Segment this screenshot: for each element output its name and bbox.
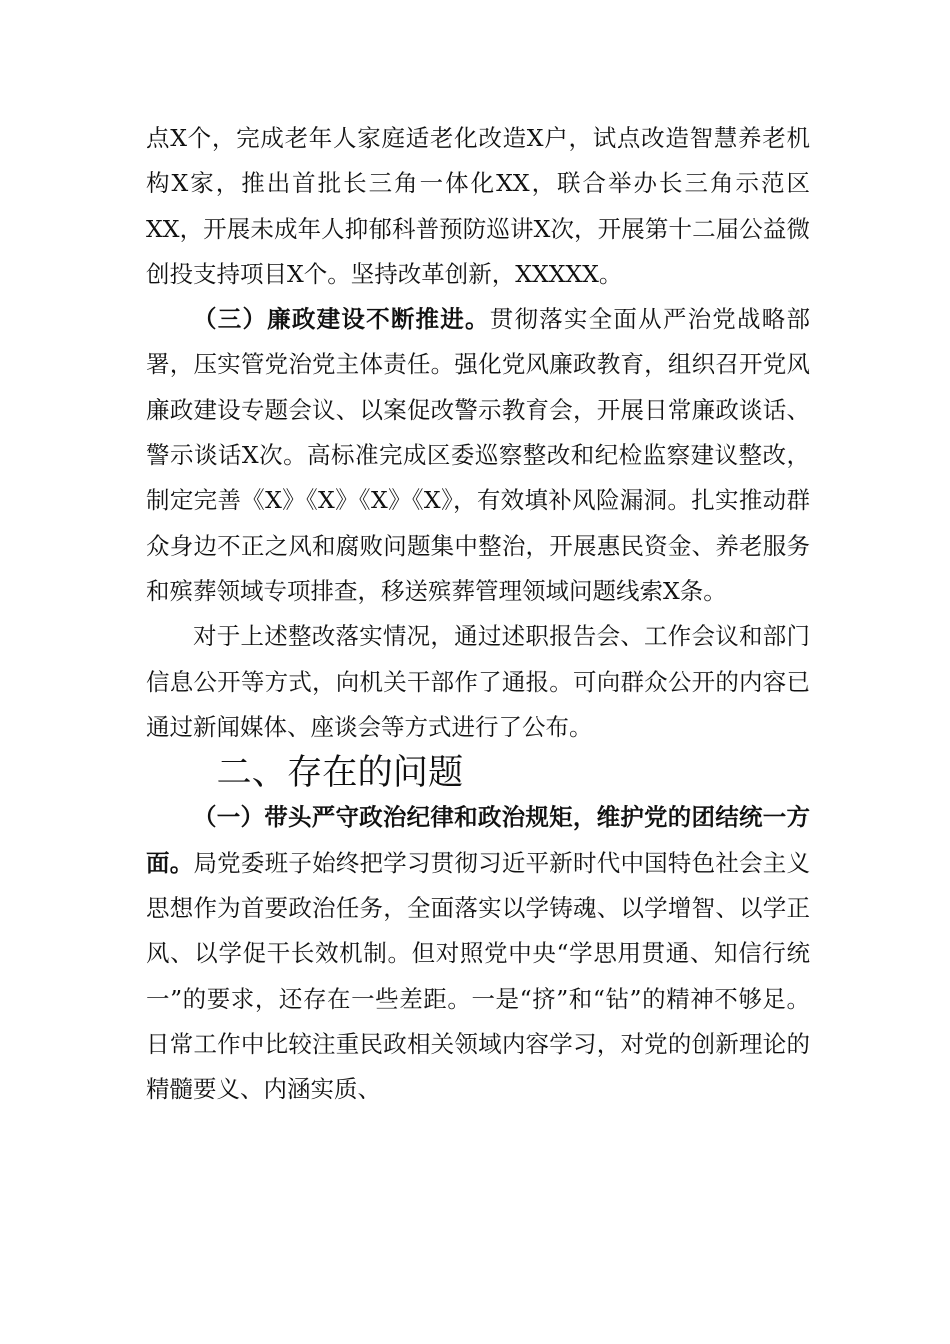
section-heading-problems: 二、存在的问题 bbox=[216, 752, 464, 794]
document-page bbox=[146, 116, 810, 1113]
paragraph-rectification-report: 对于上述整改落实情况，通过述职报告会、工作会议和部门信息公开等方式，向机关干部作了通报。可向群众公开的内容已通过新闻媒体、座谈会等方式进行了公布。 bbox=[146, 622, 810, 741]
paragraph-continuation: 点X个，完成老年人家庭适老化改造X户，试点改造智慧养老机构X家，推出首批长三角一体化XX，联合举办长三角示范区XX，开展未成年人抑郁科普预防巡讲X次，开展第十二届公益微创投支持项目X个。坚持改革创新，XXXXX。 bbox=[146, 124, 810, 288]
paragraph-lead-heading: （三）廉政建设不断推进。 bbox=[193, 305, 490, 334]
paragraph-lead-heading: （一）带头严守政治纪律和政治规矩，维护党的团结统一方面。 bbox=[146, 803, 810, 877]
paragraph-body: 局党委班子始终把学习贯彻习近平新时代中国特色社会主义思想作为首要政治任务，全面落实以学铸魂、以学增智、以学正风、以学促干长效机制。但对照党中央“学思用贯通、知信行统一”的要求，还存在一些差距。一是“挤”和“钻”的精神不够足。日常工作中比较注重民政相关领域内容学习，对党的创新理论的精髓要义、内涵实质、 bbox=[146, 848, 811, 1104]
paragraph-body: 贯彻落实全面从严治党战略部署，压实管党治党主体责任。强化党风廉政教育，组织召开党风廉政建设专题会议、以案促改警示教育会，开展日常廉政谈话、警示谈话X次。高标准完成区委巡察整改和纪检监察建议整改，制定完善《X》《X》《X》《X》，有效填补风险漏洞。扎实推动群众身边不正之风和腐败问题集中整治，开展惠民资金、养老服务和殡葬领域专项排查，移送殡葬管理领域问题线索X条。 bbox=[146, 305, 810, 605]
paragraph-integrity-building bbox=[146, 297, 810, 614]
paragraph-political-discipline bbox=[146, 795, 810, 1112]
